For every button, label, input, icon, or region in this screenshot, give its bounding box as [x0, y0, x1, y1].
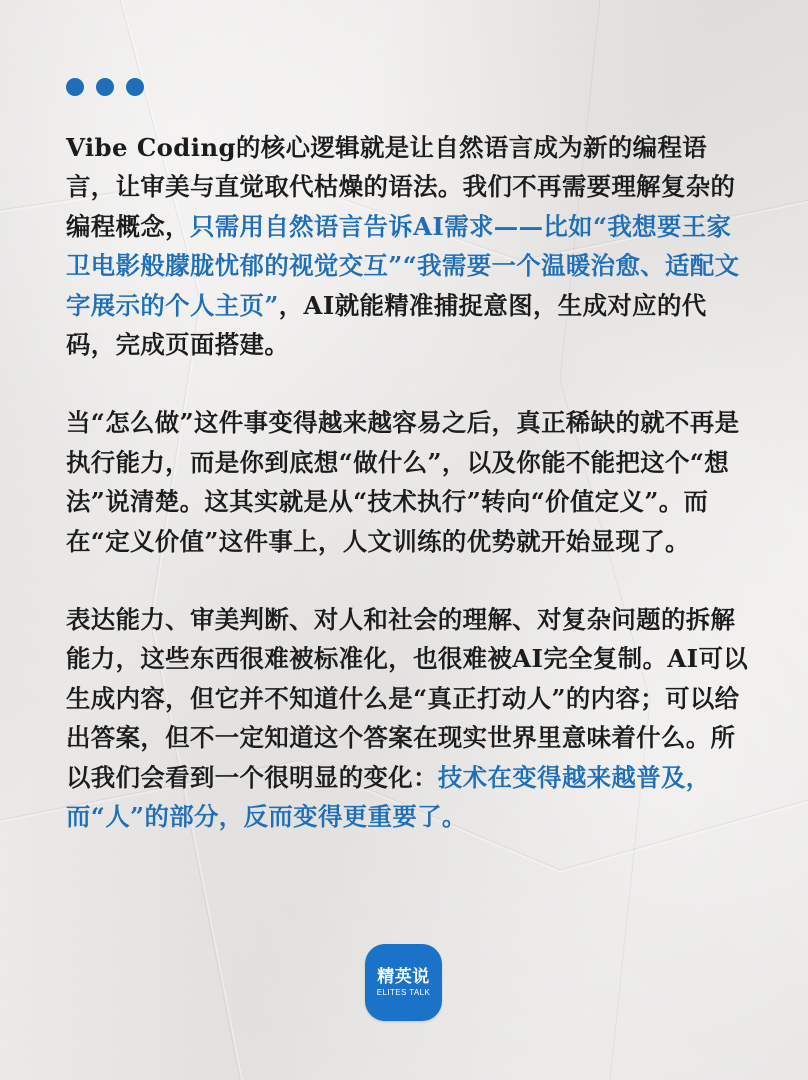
highlighted-text: 技术在变得越来越普及，而“人”的部分，反而变得更重要了。 [66, 762, 711, 832]
elites-talk-logo [365, 944, 442, 1021]
dot [126, 78, 144, 96]
text-segment: 表达能力、审美判断、对人和社会的理解、对复杂问题的拆解能力，这些东西很难被标准化，也很难被AI完全复制。AI可以生成内容，但它并不知道什么是“真正打动人”的内容；可以给出答案，但不一定知道这个答案在现实世界里意味着什么。所以我们会看到一个很明显的变化： [66, 605, 749, 792]
logo-chinese-text: 精英说 [377, 967, 430, 987]
text-segment: 当“怎么做”这件事变得越来越容易之后，真正稀缺的就不再是执行能力，而是你到底想“做什么”，以及你能不能把这个“想法”说清楚。这其实就是从“技术执行”转向“价值定义”。而在“定义价值”这件事上，人文训练的优势就开始显现了。 [66, 408, 740, 556]
text-segment: Vibe Coding的核心逻辑就是让自然语言成为新的编程语言，让审美与直觉取代枯燥的语法。我们不再需要理解复杂的编程概念， [66, 133, 736, 241]
logo-english-text: ELITES TALK [376, 988, 431, 997]
paragraph [66, 128, 756, 364]
paragraph [66, 403, 756, 561]
dot [66, 78, 84, 96]
text-segment: ，AI就能精准捕捉意图，生成对应的代码，完成页面搭建。 [66, 290, 707, 360]
article-body [66, 128, 756, 837]
three-dots-icon [66, 78, 144, 96]
highlighted-text: 只需用自然语言告诉AI需求——比如“我想要王家卫电影般朦胧忧郁的视觉交互”“我需要一个温暖治愈、适配文字展示的个人主页” [66, 211, 740, 320]
dot [96, 78, 114, 96]
paragraph [66, 600, 756, 836]
